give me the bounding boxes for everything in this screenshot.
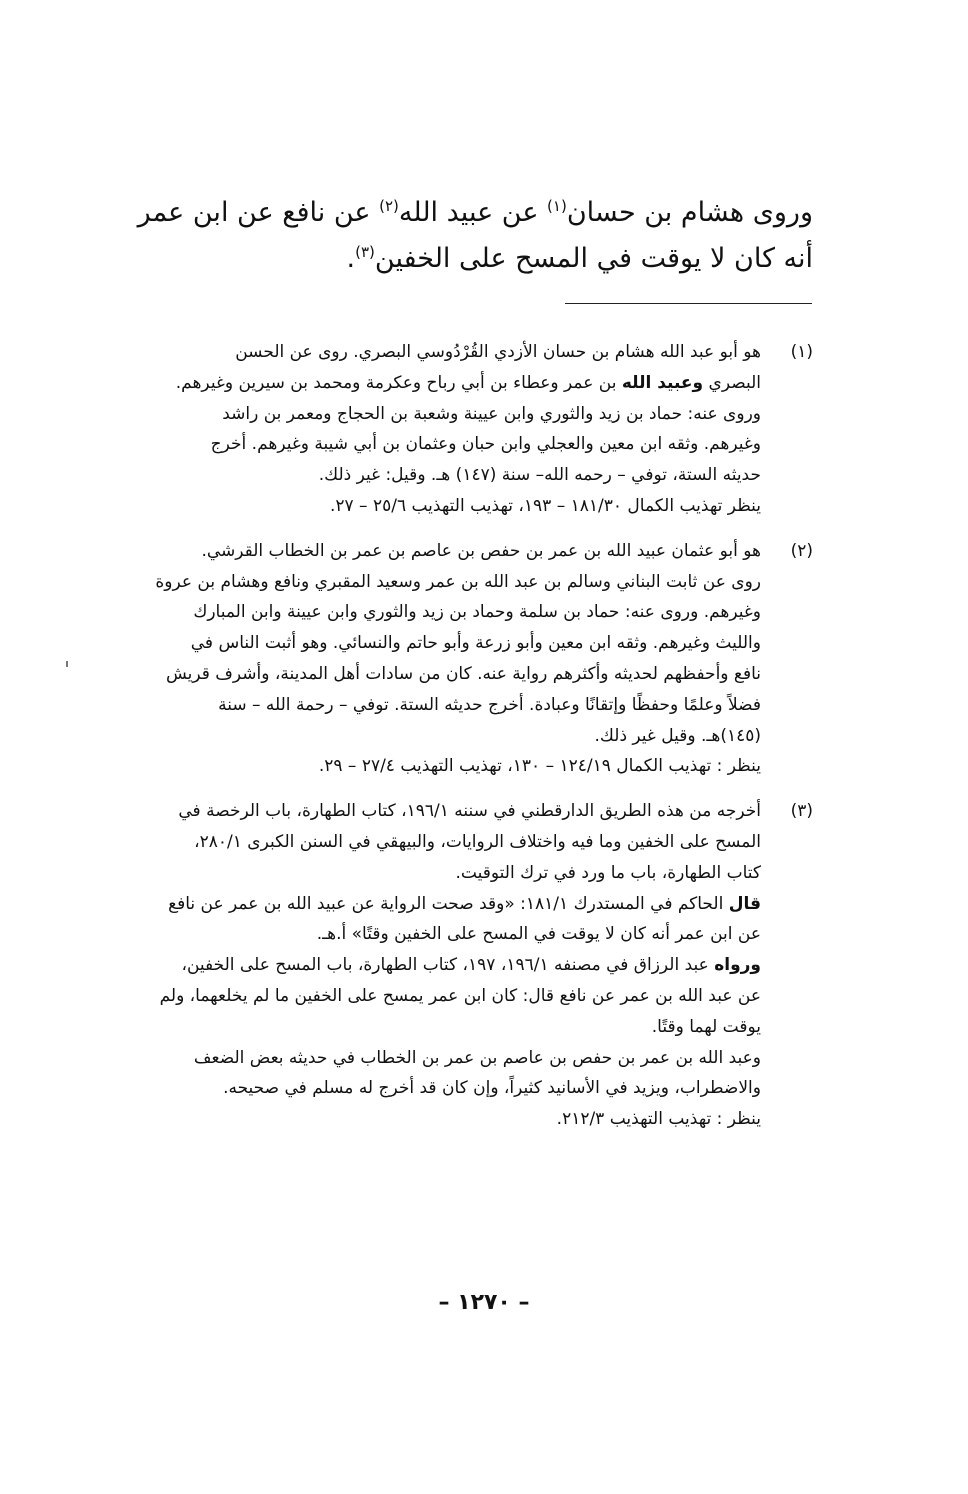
footnotes <box>105 337 813 1149</box>
footnote-line: روى عن ثابت البناني وسالم بن عبد الله بن عمر وسعيد المقبري ونافع وهشام بن عروة <box>155 571 761 592</box>
footnote-line: أخرجه من هذه الطريق الدارقطني في سننه ١٩٦/١، كتاب الطهارة، باب الرخصة في <box>178 801 761 822</box>
footnote-ref-3[interactable]: (٣) <box>355 243 375 261</box>
footnote-line: وغيرهم. وروى عنه: حماد بن سلمة وحماد بن زيد والثوري وابن عيينة وابن المبارك <box>193 602 761 623</box>
footnote-line: فضلاً وعلمًا وحفظًا وإتقانًا وعبادة. أخرج حديثه الستة. توفي – رحمة الله – سنة <box>218 694 761 715</box>
footnote-line: يوقت لهما وقتًا. <box>651 1016 761 1037</box>
footnote-3 <box>105 796 813 1135</box>
footnote-line: هو أبو عثمان عبيد الله بن عمر بن حفص بن عاصم بن عمر بن الخطاب القرشي. <box>201 540 761 561</box>
footnote-1 <box>105 337 813 522</box>
footnote-line: ورواه عبد الرزاق في مصنفه ١٩٦/١، ١٩٧، كتاب الطهارة، باب المسح على الخفين، <box>181 955 761 976</box>
footnote-line: (١٤٥)هـ. وقيل غير ذلك. <box>594 725 761 746</box>
footnote-number: (٣) <box>790 801 813 822</box>
main-line-2: أنه كان لا يوقت في المسح على الخفين$^{(٣)}$. <box>346 243 813 274</box>
footnote-line: ينظر : تهذيب التهذيب ٢١٢/٣. <box>556 1109 761 1130</box>
footnote-line: وغيرهم. وثقه ابن معين والعجلي وابن حبان وعثمان بن أبي شيبة وغيرهم. أخرج <box>210 434 761 455</box>
main-text <box>105 190 813 282</box>
bold-qal: قال <box>728 893 761 914</box>
footnote-line: عن عبد الله بن عمر عن نافع قال: كان ابن عمر يمسح على الخفين ما لم يخلعهما، ولم <box>159 985 761 1006</box>
footnote-line: ينظر : تهذيب الكمال ١٢٤/١٩ – ١٣٠، تهذيب التهذيب ٢٧/٤ – ٢٩. <box>318 756 761 777</box>
footnote-body <box>105 796 761 1135</box>
footnote-line: البصري وعبيد الله بن عمر وعطاء بن أبي رباح وعكرمة ومحمد بن سيرين وغيرهم. <box>175 372 761 393</box>
footnote-ref-2[interactable]: (٢) <box>379 197 399 215</box>
footnote-line: وعبد الله بن عمر بن حفص بن عاصم بن عمر بن الخطاب في حديثه بعض الضعف <box>193 1047 761 1068</box>
footnote-2 <box>105 536 813 782</box>
footnote-line: حديثه الستة، توفي – رحمه الله– سنة (١٤٧) هـ. وقيل: غير ذلك. <box>318 465 761 486</box>
footnote-ref-1[interactable]: (١) <box>547 197 567 215</box>
footnote-body <box>105 536 761 782</box>
footnote-line: كتاب الطهارة، باب ما ورد في ترك التوقيت. <box>455 862 761 883</box>
main-line-1: وروى هشام بن حسان$^{(١)}$ عن عبيد الله$^{(٢)}$ عن نافع عن ابن عمر <box>137 197 813 228</box>
footnote-number: (١) <box>790 342 813 362</box>
footnote-line: قال الحاكم في المستدرك ١٨١/١: «وقد صحت الرواية عن عبيد الله بن عمر عن نافع <box>168 893 761 914</box>
footnote-body <box>105 337 761 522</box>
footnote-line: عن ابن عمر أنه كان لا يوقت في المسح على الخفين وقتًا» أ.هـ. <box>316 924 761 945</box>
footnote-line: نافع وأحفظهم لحديثه وأكثرهم رواية عنه. كان من سادات أهل المدينة، وأشرف قريش <box>165 663 761 684</box>
footnote-line: هو أبو عبد الله هشام بن حسان الأزدي القُرْدُوسي البصري. روى عن الحسن <box>235 342 761 362</box>
bold-rawah: ورواه <box>714 955 761 976</box>
footnote-number: (٢) <box>790 540 813 561</box>
footnote-line: والليث وغيرهم. وثقه ابن معين وأبو زرعة وأبو حاتم والنسائي. وهو أثبت الناس في <box>190 633 761 654</box>
footnote-line: ينظر تهذيب الكمال ١٨١/٣٠ – ١٩٣، تهذيب التهذيب ٢٥/٦ – ٢٧. <box>329 495 761 516</box>
bold-name: وعبيد الله <box>621 372 704 393</box>
footnote-line: والاضطراب، ويزيد في الأسانيد كثيراً، وإن كان قد أخرج له مسلم في صحيحه. <box>223 1078 761 1099</box>
page-number: – ١٢٧٠ – <box>438 1290 530 1315</box>
footnote-divider <box>565 303 812 304</box>
margin-mark <box>66 661 68 667</box>
footnote-line: وروى عنه: حماد بن زيد والثوري وابن عيينة وشعبة بن الحجاج ومعمر بن راشد <box>222 403 761 424</box>
footnote-line: المسح على الخفين وما فيه واختلاف الروايات، والبيهقي في السنن الكبرى ٢٨٠/١، <box>194 831 761 852</box>
